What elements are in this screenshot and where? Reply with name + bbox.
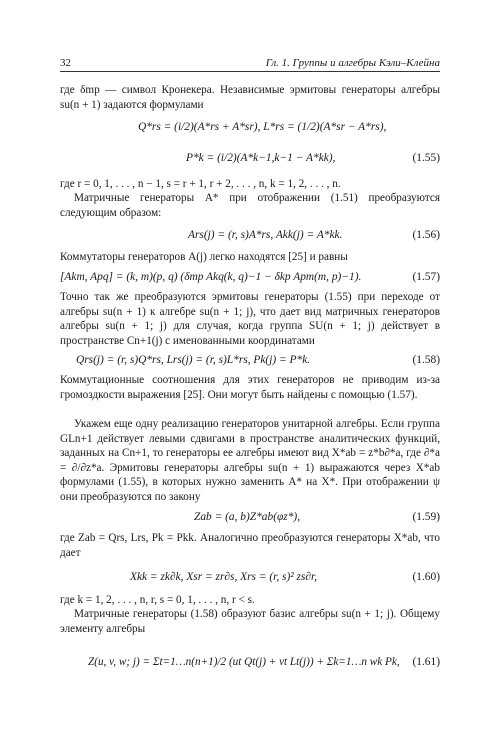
paragraph-hermitian-transform: Точно так же преобразуются эрмитовы генераторы (1.55) при переходе от алгебры su(n + 1) к алгебре su(n + 1; j), что дает вид матричных генераторов алгебры su(n + 1; j) для случая, когда группа SU(n + 1; j) действует в пространстве Cn+1(j) с именованными координатами xyxy=(60,291,440,347)
equation-body: Ars(j) = (r, s)A*rs, Akk(j) = A*kk. xyxy=(188,229,343,241)
equation-1-55-b xyxy=(60,149,440,167)
equation-number: (1.59) xyxy=(412,511,440,523)
paragraph-k-ranges: где k = 1, 2, . . . , n, r, s = 0, 1, . . . , n, r < s. xyxy=(60,594,255,606)
equation-number: (1.55) xyxy=(412,152,440,164)
paragraph-matrix-generators: Матричные генераторы A* при отображении (1.51) преобразуются следующим образом: xyxy=(60,192,440,219)
running-header xyxy=(60,56,440,72)
equation-number: (1.56) xyxy=(412,229,440,241)
equation-number: (1.58) xyxy=(412,354,440,366)
equation-1-56 xyxy=(60,226,440,244)
chapter-title: Гл. 1. Группы и алгебры Кэли–Клейна xyxy=(265,57,440,69)
equation-body: Qrs(j) = (r, s)Q*rs, Lrs(j) = (r, s)L*rs, Pk(j) = P*k. xyxy=(76,354,311,366)
header-rule xyxy=(60,71,440,72)
equation-1-58 xyxy=(60,351,440,369)
paragraph-commutation-relations: Коммутационные соотношения для этих генераторов не приводим из-за громоздкости выражения [25]. Они могут быть найдены с помощью (1.57). xyxy=(60,374,440,401)
equation-body: Zab = (a, b)Z*ab(φz*), xyxy=(194,511,301,523)
equation-body: Xkk = zk∂k, Xsr = zr∂s, Xrs = (r, s)² zs∂r, xyxy=(130,571,318,583)
paragraph-zab-definition: где Zab = Qrs, Lrs, Pk = Pkk. Аналогично преобразуются генераторы X*ab, что дает xyxy=(60,532,440,559)
equation-number: (1.57) xyxy=(412,271,440,283)
page-number: 32 xyxy=(60,57,71,69)
equation-1-60 xyxy=(60,568,440,586)
equation-1-59 xyxy=(60,508,440,526)
paragraph-index-ranges: где r = 0, 1, . . . , n − 1, s = r + 1, r + 2, . . . , n, k = 1, 2, . . . , n. xyxy=(60,178,341,190)
equation-body: [Akm, Apq] = (k, m)(p, q) (δmp Akq(k, q)−1 − δkp Apm(m, p)−1). xyxy=(60,271,362,283)
equation-body: Z(u, v, w; j) = Σt=1…n(n+1)/2 (ut Qt(j) + vt Lt(j)) + Σk=1…n wk Pk, xyxy=(88,656,400,668)
equation-number: (1.60) xyxy=(412,571,440,583)
equation-1-55-a xyxy=(60,118,440,136)
equation-1-57 xyxy=(60,268,440,286)
paragraph-commutators: Коммутаторы генераторов A(j) легко находятся [25] и равны xyxy=(60,251,348,263)
equation-body: P*k = (i/2)(A*k−1,k−1 − A*kk), xyxy=(186,152,336,164)
equation-number: (1.61) xyxy=(412,656,440,668)
paragraph-unitary-realization: Укажем еще одну реализацию генераторов унитарной алгебры. Если группа GLn+1 действует левыми сдвигами в пространстве аналитических функций, заданных на Cn+1, то генераторы ее алгебры имеют вид X*ab = z*b∂*a, где ∂*a = ∂/∂z*a. Эрмитовы генераторы алгебры su(n + 1) выражаются через X*ab формулами (1.55), в которых нужно заменить A* на X*. При отображении ψ они преобразуются по закону xyxy=(60,418,440,503)
paragraph-basis: Матричные генераторы (1.58) образуют базис алгебры su(n + 1; j). Общему элементу алгебры xyxy=(60,608,440,635)
paragraph-kronecker: где δmp — символ Кронекера. Независимые эрмитовы генераторы алгебры su(n + 1) задаются формулами xyxy=(60,84,440,111)
equation-body: Q*rs = (i/2)(A*rs + A*sr), L*rs = (1/2)(A*sr − A*rs), xyxy=(138,121,387,133)
equation-1-61 xyxy=(60,653,440,671)
